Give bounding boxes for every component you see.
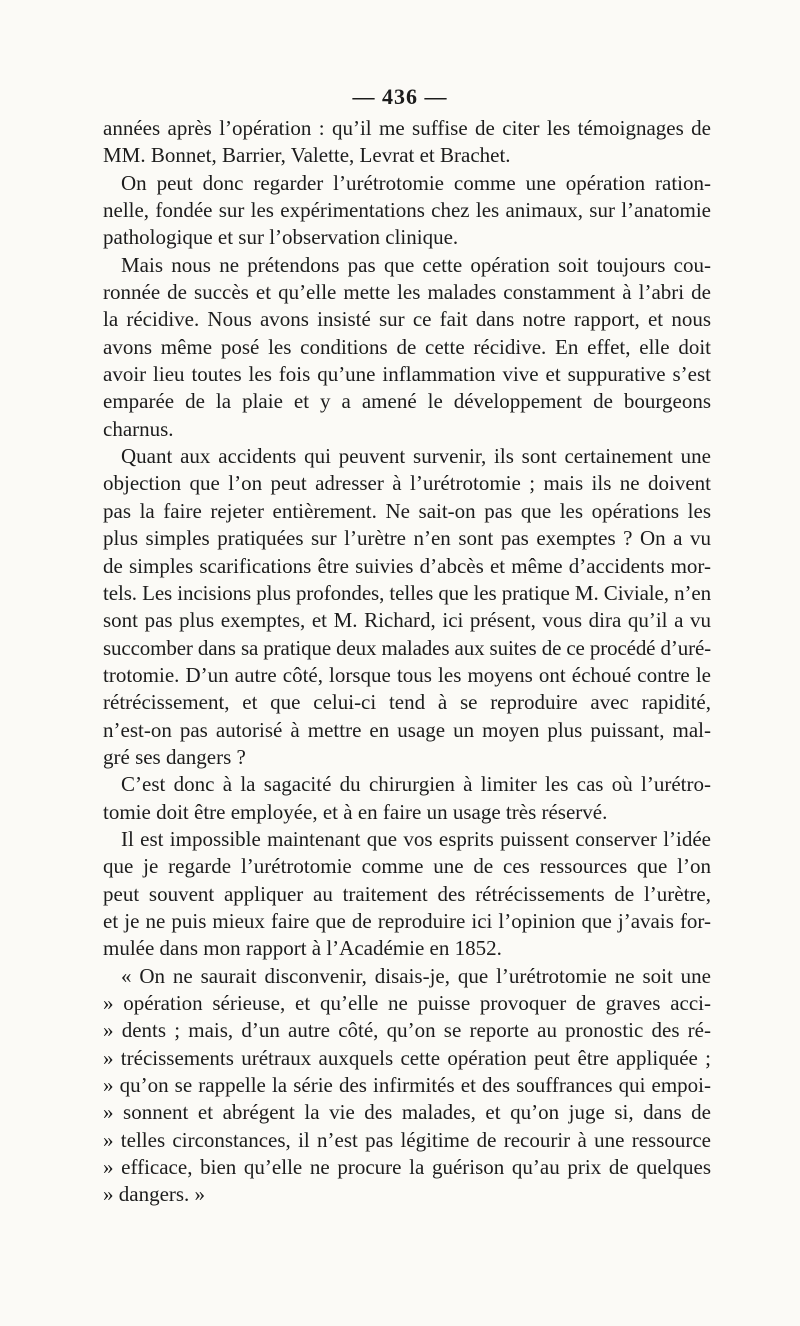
text-line: peut souvent appliquer au traitement des rétrécissements de l’urètre, xyxy=(103,881,711,906)
text-line: C’est donc à la sagacité du chirurgien à limiter les cas où l’urétro- xyxy=(121,772,711,797)
paragraph xyxy=(103,115,711,170)
text-line: » trécissements urétraux auxquels cette opération peut être appliquée ; xyxy=(103,1045,711,1070)
text-line: » opération sérieuse, et qu’elle ne puisse provoquer de graves acci- xyxy=(103,991,711,1015)
text-line: avoir lieu toutes les fois qu’une inflammation vive et suppurative s’est xyxy=(103,362,711,387)
text-line: nelle, fondée sur les expérimentations chez les animaux, sur l’anatomie xyxy=(103,198,711,223)
text-line: » efficace, bien qu’elle ne procure la guérison qu’au prix de quelques xyxy=(103,1155,711,1180)
text-line: tomie doit être employée, et à en faire un usage très réservé. xyxy=(103,799,608,824)
text-line: avons même posé les conditions de cette récidive. En effet, elle doit xyxy=(103,334,711,359)
page-number: — 436 — xyxy=(352,84,448,109)
text-line: « On ne saurait disconvenir, disais-je, que l’urétrotomie ne soit une xyxy=(121,963,711,988)
text-line: pas la faire rejeter entièrement. Ne sait-on pas que les opérations les xyxy=(103,498,711,523)
text-line: charnus. xyxy=(103,416,174,441)
text-line: succomber dans sa pratique deux malades aux suites de ce procédé d’uré- xyxy=(103,635,711,660)
paragraph xyxy=(103,826,711,963)
paragraph xyxy=(103,963,711,1209)
text-line: années après l’opération : qu’il me suffise de citer les témoignages de xyxy=(103,116,711,140)
text-line: gré ses dangers ? xyxy=(103,744,246,769)
text-line: » dangers. » xyxy=(103,1182,206,1207)
text-line: trotomie. D’un autre côté, lorsque tous les moyens ont échoué contre le xyxy=(103,662,711,687)
text-line: ronnée de succès et qu’elle mette les malades constamment à l’abri de xyxy=(103,280,711,305)
text-line: objection que l’on peut adresser à l’urétrotomie ; mais ils ne doivent xyxy=(103,471,711,496)
text-line: emparée de la plaie et y a amené le développement de bourgeons xyxy=(103,389,711,414)
text-line: que je regarde l’urétrotomie comme une de ces ressources que l’on xyxy=(103,854,711,879)
text-line: sont pas plus exemptes, et M. Richard, ici présent, vous dira qu’il a vu xyxy=(103,608,711,633)
text-line: Il est impossible maintenant que vos esprits puissent conserver l’idée xyxy=(121,826,711,851)
paragraph xyxy=(103,170,711,252)
text-line: tels. Les incisions plus profondes, telles que les pratique M. Civiale, n’en xyxy=(103,580,711,605)
text-line: n’est-on pas autorisé à mettre en usage un moyen plus puissant, mal- xyxy=(103,717,711,742)
paragraph xyxy=(103,252,711,443)
body-text xyxy=(103,115,711,1209)
paragraph xyxy=(103,443,711,771)
text-line: Quant aux accidents qui peuvent survenir, ils sont certainement une xyxy=(121,444,711,469)
text-line: MM. Bonnet, Barrier, Valette, Levrat et Brachet. xyxy=(103,143,511,168)
text-line: pathologique et sur l’observation clinique. xyxy=(103,225,459,250)
text-line: mulée dans mon rapport à l’Académie en 1852. xyxy=(103,936,502,961)
text-line: de simples scarifications être suivies d’abcès et même d’accidents mor- xyxy=(103,553,711,578)
paragraph xyxy=(103,771,711,826)
text-line: la récidive. Nous avons insisté sur ce fait dans notre rapport, et nous xyxy=(103,307,711,332)
text-line: » telles circonstances, il n’est pas légitime de recourir à une ressource xyxy=(103,1127,711,1152)
text-line: Mais nous ne prétendons pas que cette opération soit toujours cou- xyxy=(121,252,711,277)
text-line: rétrécissement, et que celui-ci tend à se reproduire avec rapidité, xyxy=(103,690,711,715)
text-line: plus simples pratiquées sur l’urètre n’en sont pas exemptes ? On a vu xyxy=(103,526,711,551)
text-line: On peut donc regarder l’urétrotomie comme une opération ration- xyxy=(121,170,711,195)
text-line: et je ne puis mieux faire que de reproduire ici l’opinion que j’avais for- xyxy=(103,908,711,933)
text-line: » qu’on se rappelle la série des infirmités et des souffrances qui empoi- xyxy=(103,1073,711,1098)
text-line: » dents ; mais, d’un autre côté, qu’on se reporte au pronostic des ré- xyxy=(103,1018,711,1043)
text-line: » sonnent et abrégent la vie des malades, et qu’on juge si, dans de xyxy=(103,1100,711,1125)
